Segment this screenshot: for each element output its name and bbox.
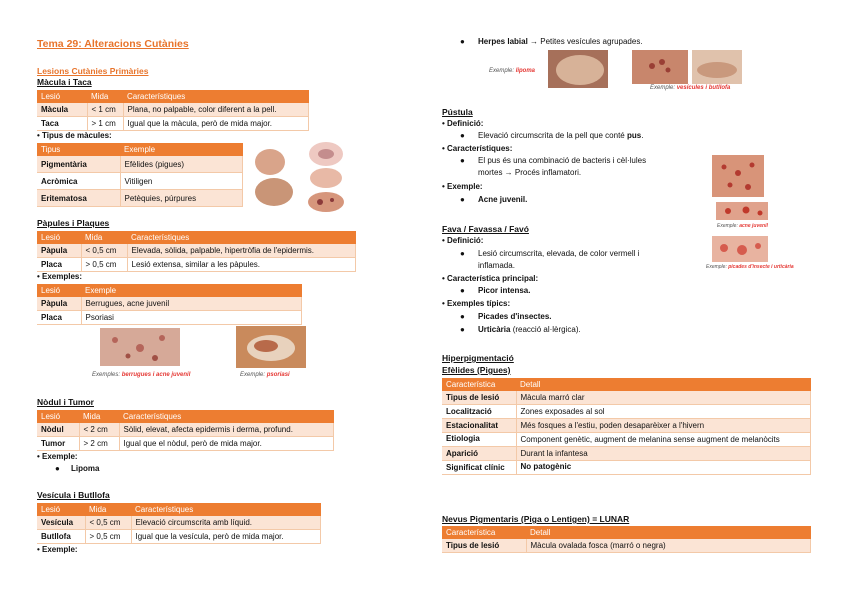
cell: > 1 cm [87, 117, 123, 131]
table-row [442, 539, 811, 553]
header-mida: Mida [79, 410, 119, 423]
heading-nodul: Nòdul i Tumor [37, 397, 94, 407]
cell: Significat clínic [442, 461, 516, 475]
header-tipus: Tipus [37, 143, 120, 156]
label-examples: • Exemples típics: [442, 299, 511, 308]
warts-acne-photo [100, 328, 180, 366]
cell: Tipus de lesió [442, 539, 526, 553]
cell: Butllofa [37, 530, 85, 544]
table-row [37, 190, 243, 207]
caption-prefix: Exemples: [92, 372, 122, 378]
cell: Igual que la vesícula, però de mida major. [131, 530, 321, 544]
cell: Placa [37, 311, 81, 325]
header-caracteristica: Característica [442, 526, 526, 539]
cell: Pàpula [37, 244, 81, 258]
page-title: Tema 29: Alteracions Cutànies [37, 38, 189, 50]
example-urticaria-rest: (reacció al·lèrgica). [510, 325, 581, 334]
header-detall: Detall [526, 526, 811, 539]
definition-bold: pus [626, 131, 642, 140]
label-examples-papula: • Exemples: [37, 272, 83, 281]
caption-prefix: Exemple: [650, 85, 677, 91]
caption-prefix: Exemple: [489, 68, 516, 74]
caption-highlight: berrugues i acne juvenil [121, 372, 191, 378]
cell: Acròmica [37, 173, 120, 190]
caption-highlight: psoriasi [266, 372, 290, 378]
cell: Etiologia [442, 433, 516, 447]
cell: Tipus de lesió [442, 391, 516, 405]
cell: Durant la infantesa [516, 447, 811, 461]
table-papula-examples [37, 284, 302, 325]
label-types-macula: • Tipus de màcules: [37, 131, 112, 140]
table-row [442, 391, 811, 405]
petechiae-photo [310, 168, 342, 188]
table-nevus [442, 526, 811, 553]
table-row [37, 103, 309, 117]
table-row [37, 297, 302, 311]
cell: Zones exposades al sol [516, 405, 811, 419]
heading-macula: Màcula i Taca [37, 77, 92, 87]
header-exemple: Exemple [120, 143, 243, 156]
heading-hiperpigmentacio: Hiperpigmentació [442, 353, 514, 363]
acne-closeup-photo [716, 202, 768, 220]
example-urticaria: Urticària [478, 325, 511, 334]
heading-pustula: Pústula [442, 107, 473, 117]
label-main-char: • Característica principal: [442, 274, 539, 283]
header-lesio: Lesió [37, 231, 81, 244]
bullet: ● [460, 156, 465, 165]
list-item [37, 463, 100, 475]
table-row [442, 419, 811, 433]
caption-prefix: Exemple: [706, 264, 729, 270]
cell: Localització [442, 405, 516, 419]
bullet: ● [460, 131, 465, 140]
cell: < 2 cm [79, 423, 119, 437]
table-row [37, 423, 334, 437]
cell: Màcula ovalada fosca (marró o negra) [526, 539, 811, 553]
char-text-2: mortes → Procés inflamatori. [478, 168, 582, 177]
table-papula [37, 231, 356, 272]
cell: > 2 cm [79, 437, 119, 451]
header-caracteristica: Característica [442, 378, 516, 391]
caption-acne [717, 223, 768, 229]
cell: Eritematosa [37, 190, 120, 207]
table-vesicula [37, 503, 321, 544]
cell: Petèquies, púrpures [120, 190, 243, 207]
table-row [442, 447, 811, 461]
acne-face-photo [712, 155, 764, 197]
table-row [37, 311, 302, 325]
cell: Plana, no palpable, color diferent a la pell. [123, 103, 309, 117]
definition-text-2: inflamada. [478, 261, 515, 270]
bullet: ● [460, 195, 465, 204]
cell: Component genètic, augment de melanina sense augment de melanòcits [516, 433, 811, 447]
cell: < 0,5 cm [85, 516, 131, 530]
table-macula [37, 90, 309, 131]
cell: Màcula [37, 103, 87, 117]
caption-highlight: lipoma [515, 68, 536, 74]
heading-fava: Fava / Favassa / Favó [442, 224, 529, 234]
freckles-photo [255, 149, 285, 175]
header-mida: Mida [87, 90, 123, 103]
definition-text-1: Lesió circumscrita, elevada, de color vermell i [478, 249, 640, 258]
cell: > 0,5 cm [85, 530, 131, 544]
char-text-1: El pus és una combinació de bacteris i cèl·lules [478, 156, 647, 165]
cell: Màcula marró clar [516, 391, 811, 405]
heading-efelides: Efèlides (Pigues) [442, 365, 511, 375]
header-detall: Detall [516, 378, 811, 391]
heading-nevus: Nevus Pigmentaris (Piga o Lentigen) = LUNAR [442, 514, 630, 524]
table-row [37, 516, 321, 530]
cell: Efèlides (pigues) [120, 156, 243, 173]
main-item: Picor intensa. [478, 286, 531, 295]
caption-lipoma [489, 68, 535, 74]
label-definicio: • Definició: [442, 119, 484, 128]
caption-prefix: Exemple: [717, 223, 740, 229]
cell: Elevada, sòlida, palpable, hipertròfia de l'epidermis. [127, 244, 356, 258]
caption-psoriasis [240, 372, 290, 378]
cell: Estacionalitat [442, 419, 516, 433]
caption-insect [706, 264, 794, 270]
psoriasis-photo [236, 326, 306, 368]
cell: Nòdul [37, 423, 79, 437]
cell: Elevació circumscrita amb líquid. [131, 516, 321, 530]
insect-bite-photo [712, 236, 768, 262]
cell: Psoriasi [81, 311, 302, 325]
caption-highlight: vesícules i butllofa [676, 85, 731, 91]
header-lesio: Lesió [37, 410, 79, 423]
label-example-vesicula: • Exemple: [37, 545, 78, 554]
header-exemple: Exemple [81, 284, 302, 297]
bullet: ● [460, 249, 465, 258]
cell: Aparició [442, 447, 516, 461]
cell: Pigmentària [37, 156, 120, 173]
table-macula-types [37, 143, 243, 207]
lipoma-photo [548, 50, 608, 88]
bullet: ● [55, 464, 60, 473]
bullet: ● [460, 312, 465, 321]
caption-prefix: Exemple: [240, 372, 267, 378]
herpes-label: Herpes labial [478, 37, 528, 46]
table-nodul [37, 410, 334, 451]
cell: Vesícula [37, 516, 85, 530]
section-heading-primary-lesions: Lesions Cutànies Primàries [37, 66, 149, 76]
cell: Berrugues, acne juvenil [81, 297, 302, 311]
cell: Pàpula [37, 297, 81, 311]
bullet: ● [460, 286, 465, 295]
cell: Placa [37, 258, 81, 272]
heading-vesicula: Vesícula i Butllofa [37, 490, 110, 500]
header-caracteristiques: Característiques [131, 503, 321, 516]
table-row [37, 437, 334, 451]
cell: Igual que el nòdul, però de mida major. [119, 437, 334, 451]
heading-papula: Pàpules i Plaques [37, 218, 110, 228]
table-row [37, 117, 309, 131]
example-insects: Picades d'insectes. [478, 312, 552, 321]
table-row [442, 433, 811, 447]
header-lesio: Lesió [37, 503, 85, 516]
cell: Sòlid, elevat, afecta epidermis i derma, profund. [119, 423, 334, 437]
table-row [442, 405, 811, 419]
caption-vesicles [650, 85, 730, 91]
table-row [37, 156, 243, 173]
example-acne: Acne juvenil. [478, 195, 528, 204]
definition-text: Elevació circumscrita de la pell que conté [478, 131, 627, 140]
cell: No patogènic [516, 461, 811, 475]
cell: Taca [37, 117, 87, 131]
hand-photo [255, 178, 293, 206]
bullet: ● [460, 325, 465, 334]
example-lipoma: Lipoma [71, 464, 100, 473]
table-row [37, 173, 243, 190]
header-caracteristiques: Característiques [119, 410, 334, 423]
bullet: ● [460, 37, 465, 46]
caption-highlight: acne juvenil [739, 223, 768, 229]
label-caracteristiques: • Característiques: [442, 144, 513, 153]
header-caracteristiques: Característiques [123, 90, 309, 103]
table-row [442, 461, 811, 475]
header-lesio: Lesió [37, 284, 81, 297]
herpes-text: → Petites vesícules agrupades. [527, 37, 643, 46]
table-row [37, 244, 356, 258]
cell: Vitiligen [120, 173, 243, 190]
label-example-nodul: • Exemple: [37, 452, 78, 461]
cell: Més fosques a l'estiu, poden desaparèixer a l'hivern [516, 419, 811, 433]
label-definicio: • Definició: [442, 236, 484, 245]
purpura-photo [308, 192, 344, 212]
label-exemple: • Exemple: [442, 182, 483, 191]
cell: < 0,5 cm [81, 244, 127, 258]
table-row [37, 258, 356, 272]
caption-warts [92, 372, 190, 378]
cell: > 0,5 cm [81, 258, 127, 272]
table-efelides [442, 378, 811, 475]
macula-photos [252, 140, 352, 212]
header-mida: Mida [81, 231, 127, 244]
cell: Igual que la màcula, però de mida major. [123, 117, 309, 131]
cell: Tumor [37, 437, 79, 451]
header-lesio: Lesió [37, 90, 87, 103]
caption-highlight: picades d'insecte i urticària [728, 264, 794, 270]
table-row [37, 530, 321, 544]
header-mida: Mida [85, 503, 131, 516]
cell: Lesió extensa, similar a les pàpules. [127, 258, 356, 272]
cell: < 1 cm [87, 103, 123, 117]
header-caracteristiques: Característiques [127, 231, 356, 244]
herpes-photos [632, 50, 742, 84]
